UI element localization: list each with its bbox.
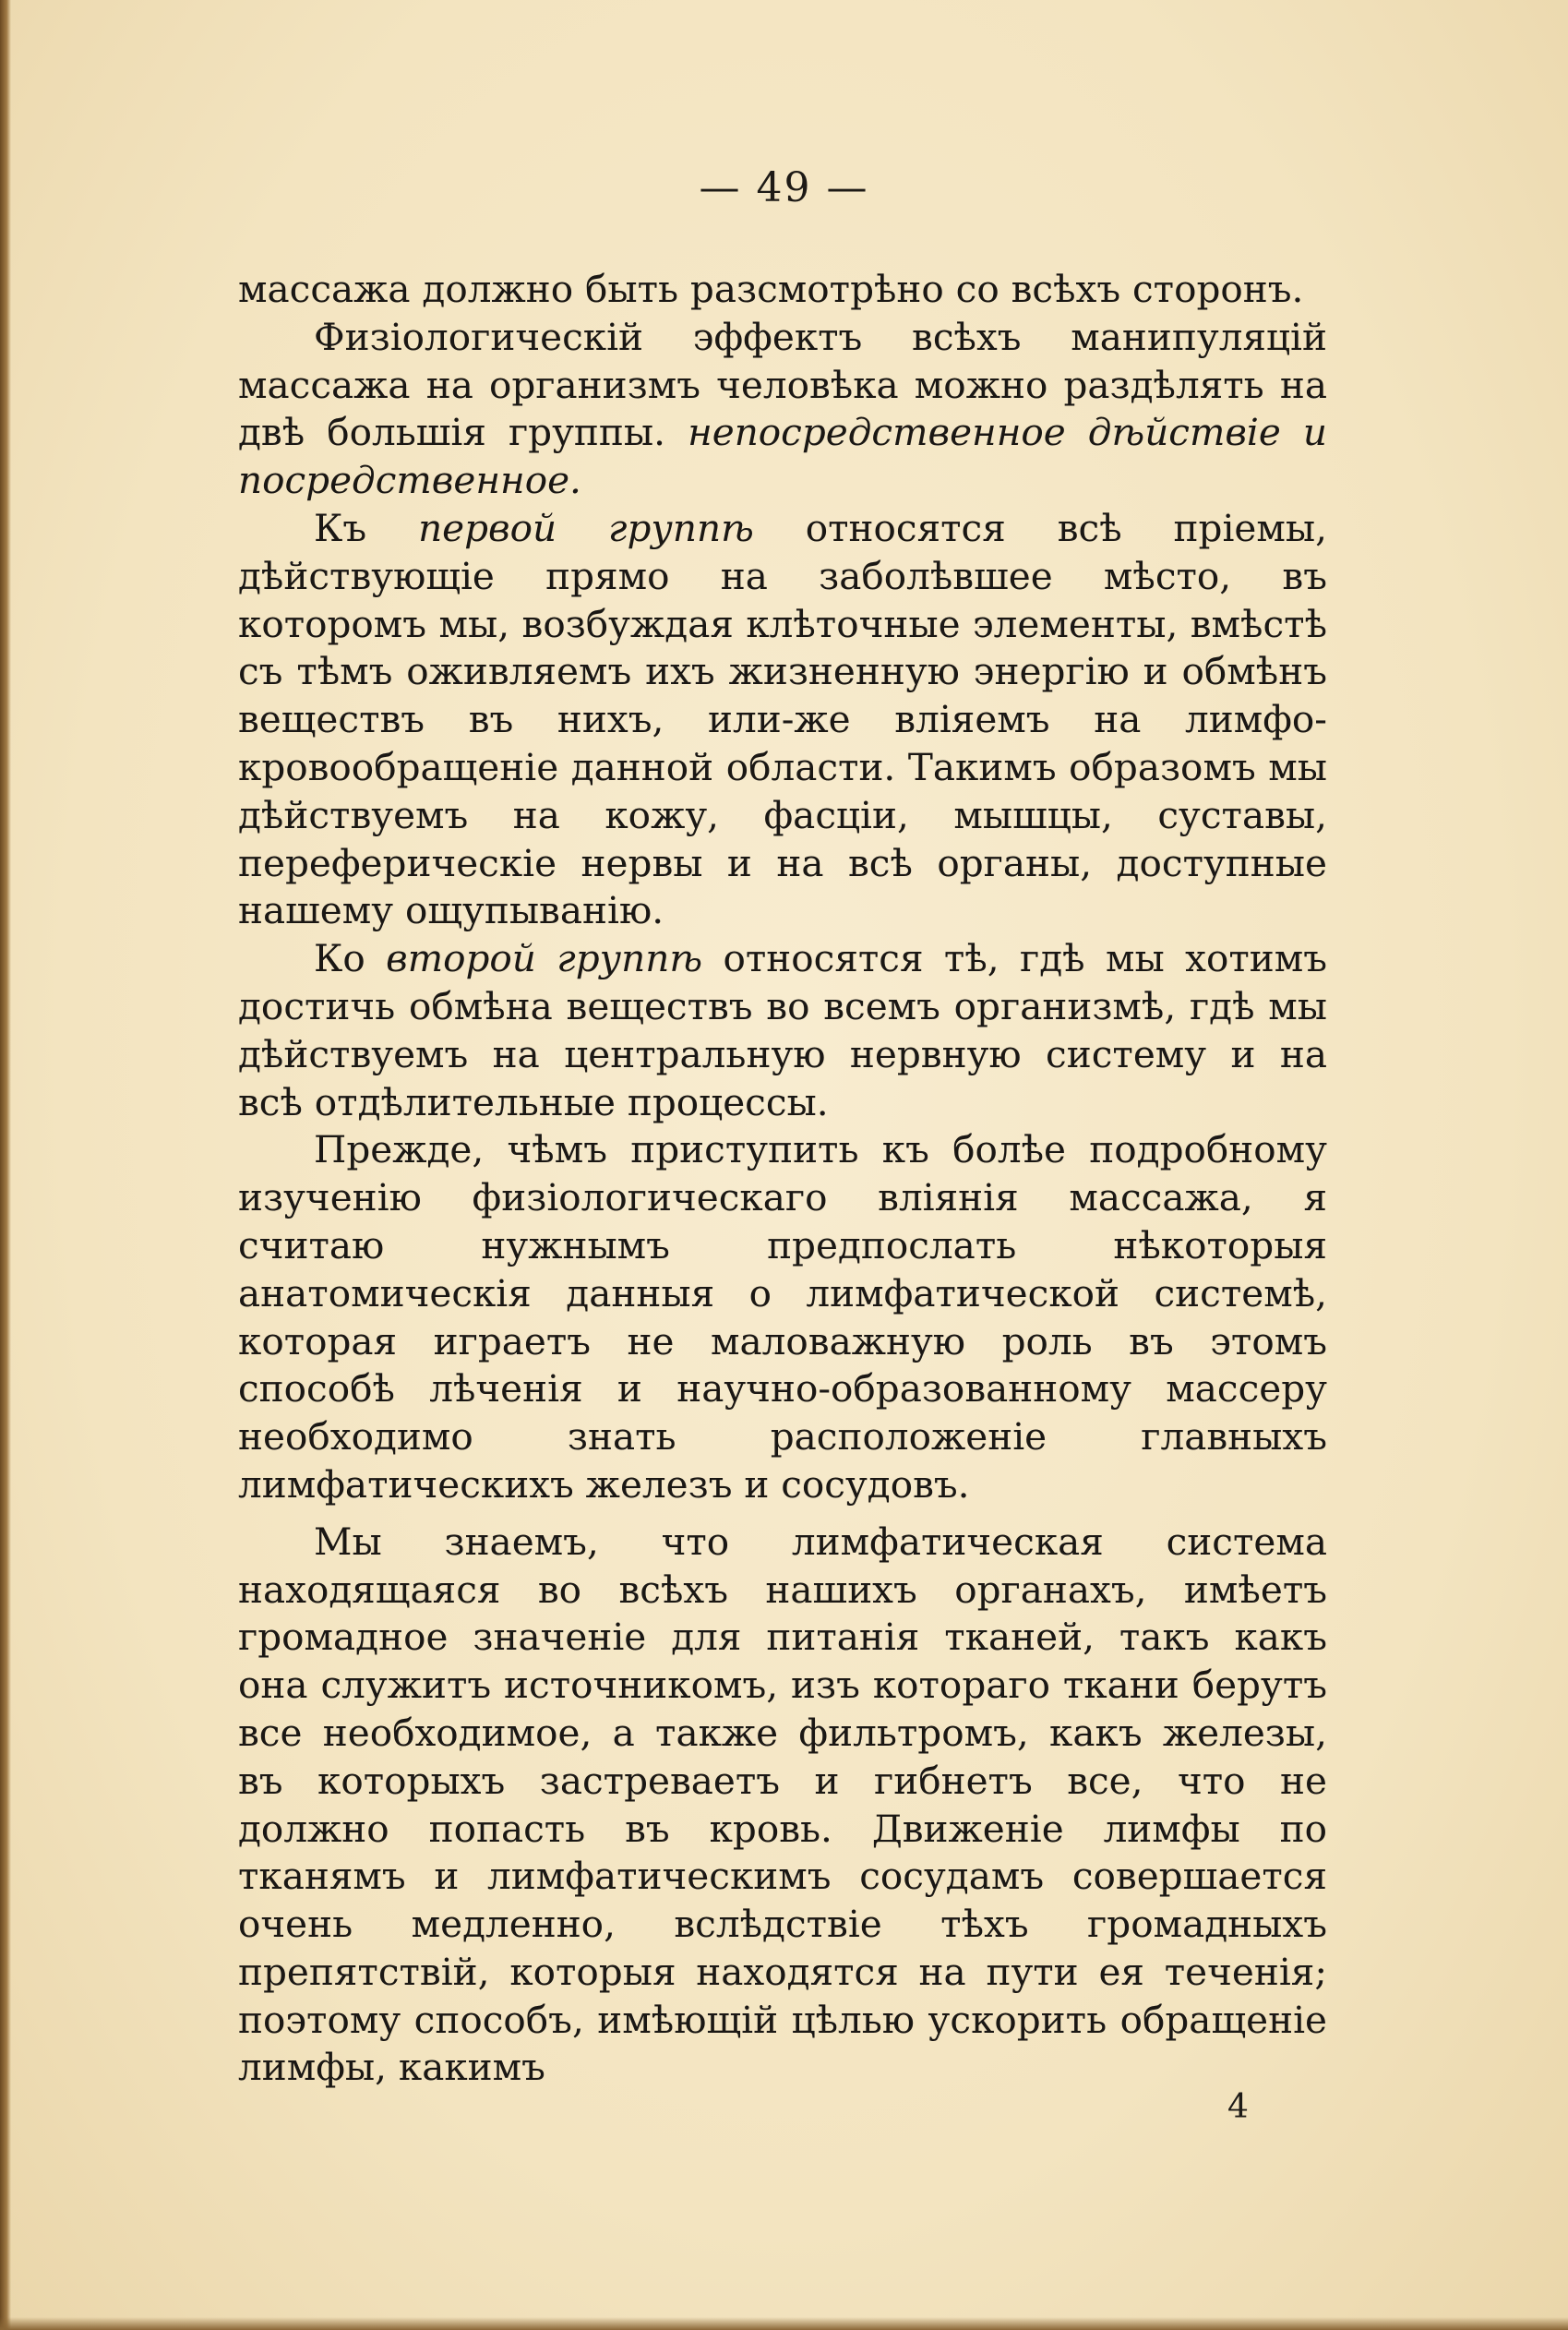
paragraph-text: Прежде, чѣмъ приступить къ болѣе подробному изученiю физiологическаго влiянiя массажа, я считаю нужнымъ предпослать нѣкоторыя анатомическiя данныя о лимфатической системѣ, которая играетъ не маловажную роль въ этомъ способѣ лѣченiя и научно-образованному массеру необходимо знать расположенiе главныхъ лимфатическихъ железъ и сосудовъ. [238,1127,1327,1507]
paragraph-text: массажа должно быть разсмотрѣно со всѣхъ сторонъ. [238,267,1304,311]
paragraph-text: Физiологическiй эффектъ всѣхъ манипуляцiй массажа на организмъ человѣка можно раздѣлять на двѣ большiя группы. [238,314,1327,455]
paragraph-physiological-effect [238,314,1327,505]
paragraph-continuation [238,266,1327,314]
italic-emphasis: второй группѣ [386,936,703,981]
paragraph-lymphatic-system [238,1519,1327,2093]
page-number: — 49 — [699,164,869,211]
paragraph-text: относятся всѣ прiемы, дѣйствующiе прямо на заболѣвшее мѣсто, въ которомъ мы, возбуждая клѣточные элементы, вмѣстѣ съ тѣмъ оживляемъ ихъ жизненную энергiю и обмѣнъ веществъ въ нихъ, или-же влiяемъ на лимфо-кровообращенiе данной области. Такимъ образомъ мы дѣйствуемъ на кожу, фасцiи, мышцы, суставы, переферическiе нервы и на всѣ органы, доступные нашему ощупыванiю. [238,505,1328,933]
paragraph-lymphatic-intro [238,1126,1327,1508]
paragraph-text: Къ [314,505,367,550]
paragraph-text: относятся тѣ, гдѣ мы хотимъ достичь обмѣна веществъ во всемъ организмѣ, гдѣ мы дѣйствуемъ на центральную нервную систему и на всѣ отдѣлительные процессы. [238,936,1328,1124]
paragraph-second-group [238,935,1327,1126]
body-text [238,266,1327,2092]
italic-emphasis: непосредственное дѣйствiе и посредственное. [238,410,1327,503]
paragraph-first-group [238,505,1327,935]
signature-mark: 4 [1227,2088,1249,2126]
paragraph-text: Мы знаемъ, что лимфатическая система находящаяся во всѣхъ нашихъ органахъ, имѣетъ громадное значенiе для питанiя тканей, такъ какъ она служитъ источникомъ, изъ котораго ткани берутъ все необходимое, а также фильтромъ, какъ железы, въ которыхъ застреваетъ и гибнетъ все, что не должно попасть въ кровь. Движенiе лимфы по тканямъ и лимфатическимъ сосудамъ совершается очень медленно, вслѣдствiе тѣхъ громадныхъ препятствiй, которыя находятся на пути ея теченiя; поэтому способъ, имѣющiй цѣлью ускорить обращенiе лимфы, какимъ [238,1519,1327,2090]
italic-emphasis: первой группѣ [418,505,754,550]
paragraph-text: Ко [314,936,365,981]
